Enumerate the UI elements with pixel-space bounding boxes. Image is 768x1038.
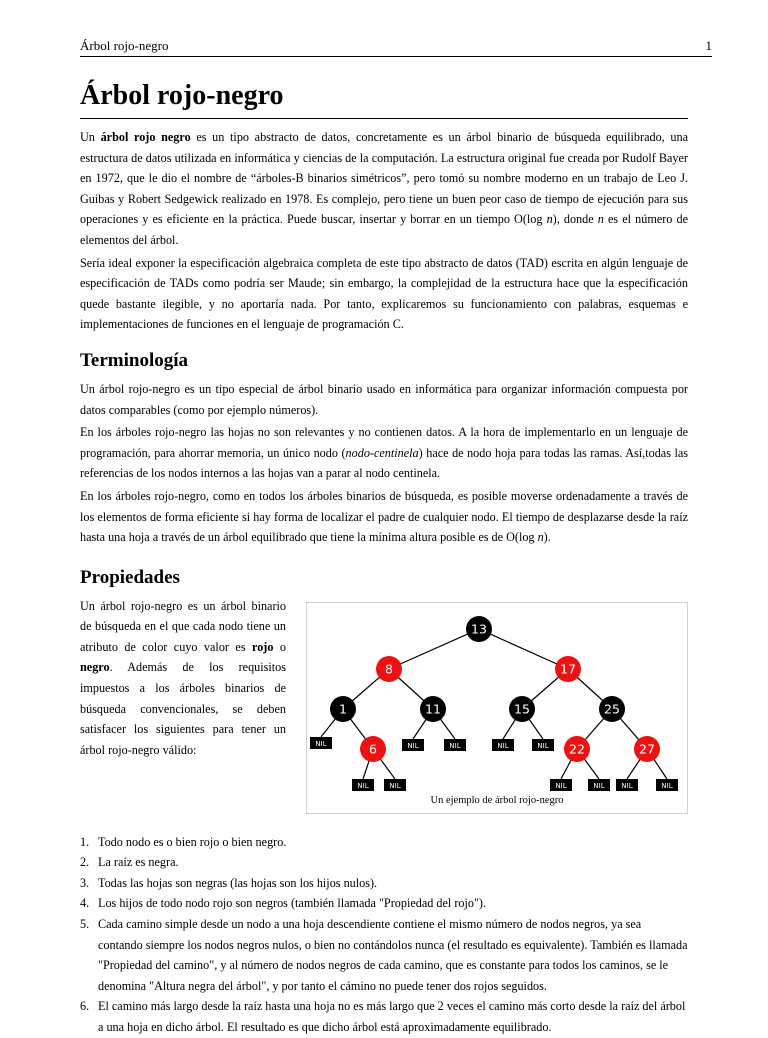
tree-node-label: 27 [639,741,655,757]
tree-edge [479,629,568,669]
bold-rojo: rojo [252,639,274,654]
header-title: Árbol rojo-negro [80,38,169,53]
list-item [80,893,688,914]
italic-n: n [546,212,553,227]
tree-node-label: 8 [385,661,393,677]
nil-label: NIL [555,781,567,790]
propiedades-intro-with-figure [80,596,688,832]
nil-label: NIL [449,741,461,750]
tree-node-label: 6 [369,741,377,757]
nil-label: NIL [497,741,509,750]
list-item-text: Todas las hojas son negras (las hojas son los hijos nulos). [98,875,378,890]
text-run: es el número de elementos del árbol. [80,212,688,247]
tree-node-label: 1 [339,701,347,717]
propiedades-intro [80,596,286,761]
tree-node-label: 17 [560,661,576,677]
list-item-text: Cada camino simple desde un nodo a una hoja descendiente contiene el mismo número de nodos negros, ya sea contando siempre los nodos negros nulos, o bien no contándolos nunca (el resultado es equivalente). También es llamada "Propiedad del camino", y al número de nodos negros de cada camino, que es constante para todos los caminos, se le denomina "Altura negra del árbol", y por tanto el cámino no puede tener dos rojos seguidos. [98,917,688,993]
intro-section [80,127,688,335]
list-item-text: Todo nodo es o bien rojo o bien negro. [98,834,287,849]
tree-node-label: 13 [471,621,487,637]
text-run: Un árbol rojo-negro es un árbol binario de búsqueda en el que cada nodo tiene un atributo de color cuyo valor es [80,598,286,654]
bold-negro: negro [80,660,110,675]
list-item-number: 6. [80,999,90,1014]
running-header [80,36,712,57]
intro-paragraph-1 [80,127,688,251]
italic-term: nodo-centinela [345,445,419,460]
terminologia-paragraph-3 [80,486,688,548]
nil-label: NIL [407,741,419,750]
intro-paragraph-2: Sería ideal exponer la especificación algebraica completa de este tipo abstracto de datos (TAD) escrita en algún lenguaje de especificación de TADs como podría ser Maude; sin embargo, la complejidad de la estructura hace que la especificación quede bastante ilegible, y no aportaría nada. Por tanto, explicaremos su funcionamiento con palabras, esquemas e implementaciones de funciones en el lenguaje de programación C. [80,255,688,332]
tree-node-label: 22 [569,741,585,757]
text-run: es un tipo abstracto de datos, concretamente es un árbol binario de búsqueda equilibrado, una estructura de datos utilizada en informática y ciencias de la computación. La estructura original fue creada por Rudolf Bayer en 1972, que le dio el nombre de “árboles-B binarios simétricos”, pero tomó su nombre moderno en un trabajo de Leo J. Guibas y Robert Sedgewick realizado en 1978. Es complejo, pero tiene un buen peor caso de tiempo de ejecución para sus operaciones y es eficiente en la práctica. Puede buscar, insertar y borrar en un tiempo O(log [80,130,688,227]
text-run: ), donde [552,212,598,227]
properties-list [80,832,688,1038]
list-item [80,873,688,894]
italic-n: n [537,530,544,545]
list-item [80,914,688,996]
list-item-number: 5. [80,917,90,932]
document-body [80,78,688,1038]
tree-edge [389,629,479,669]
tree-diagram [307,603,687,793]
red-black-tree-figure [306,602,688,814]
list-item-text: Los hijos de todo nodo rojo son negros (también llamada "Propiedad del rojo"). [98,896,487,911]
tree-node-label: 15 [514,701,530,717]
nil-label: NIL [593,781,605,790]
list-item-number: 3. [80,875,90,890]
list-item-number: 4. [80,896,90,911]
terminologia-section [80,379,688,548]
nil-label: NIL [315,739,327,748]
text-run: . Además de los requisitos impuestos a los árboles binarios de búsqueda convencionales, se deben satisfacer los siguientes para tener un árbol rojo-negro válido: [80,660,286,757]
nil-label: NIL [621,781,633,790]
page-title: Árbol rojo-negro [80,78,688,119]
propiedades-intro-paragraph [80,596,286,761]
bold-term: árbol rojo negro [100,130,191,144]
text-run: Un [80,130,101,144]
list-item-text: La raíz es negra. [98,855,179,870]
nil-label: NIL [661,781,673,790]
terminologia-paragraph-2 [80,422,688,484]
italic-n: n [597,212,604,227]
text-run: ) hace de nodo hoja para todas las ramas. Así,todas las referencias de los nodos internos a las hojas van a parar al nodo centinela. [80,445,688,481]
list-item [80,832,290,853]
list-item [80,852,688,873]
tree-node-label: 11 [425,701,441,717]
figure-caption: Un ejemplo de árbol rojo-negro [430,794,564,806]
page-number: 1 [705,38,712,53]
tree-node-label: 25 [604,701,620,717]
list-item-text: El camino más largo desde la raíz hasta una hoja no es más largo que 2 veces el camino más corto desde la raíz del árbol a una hoja en dicho árbol. El resultado es que dicho árbol está aproximadamente equilibrado. [98,999,686,1035]
list-item [80,996,688,1037]
section-heading-terminologia: Terminología [80,349,189,371]
text-run: o [273,639,286,654]
text-run: En los árboles rojo-negro, como en todos los árboles binarios de búsqueda, es posible moverse ordenadamente a través de los elementos de forma eficiente si hay forma de localizar el padre de cualquier nodo. El tiempo de desplazarse desde la raíz hasta una hoja a través de un árbol equilibrado que tiene la mínima altura posible es de O(log [80,488,688,545]
section-heading-propiedades: Propiedades [80,566,180,588]
nil-label: NIL [537,741,549,750]
nil-label: NIL [389,781,401,790]
text-run: ). [543,530,551,545]
terminologia-paragraph-1: Un árbol rojo-negro es un tipo especial de árbol binario usado en informática para organizar información compuesta por datos comparables (como por ejemplo números). [80,381,688,417]
nil-label: NIL [357,781,369,790]
list-item-number: 2. [80,855,90,870]
text-run: En los árboles rojo-negro las hojas no son relevantes y no contienen datos. A la hora de implementarlo en un lenguaje de programación, para ahorrar memoria, un único nodo ( [80,425,688,460]
list-item-number: 1. [80,834,90,849]
